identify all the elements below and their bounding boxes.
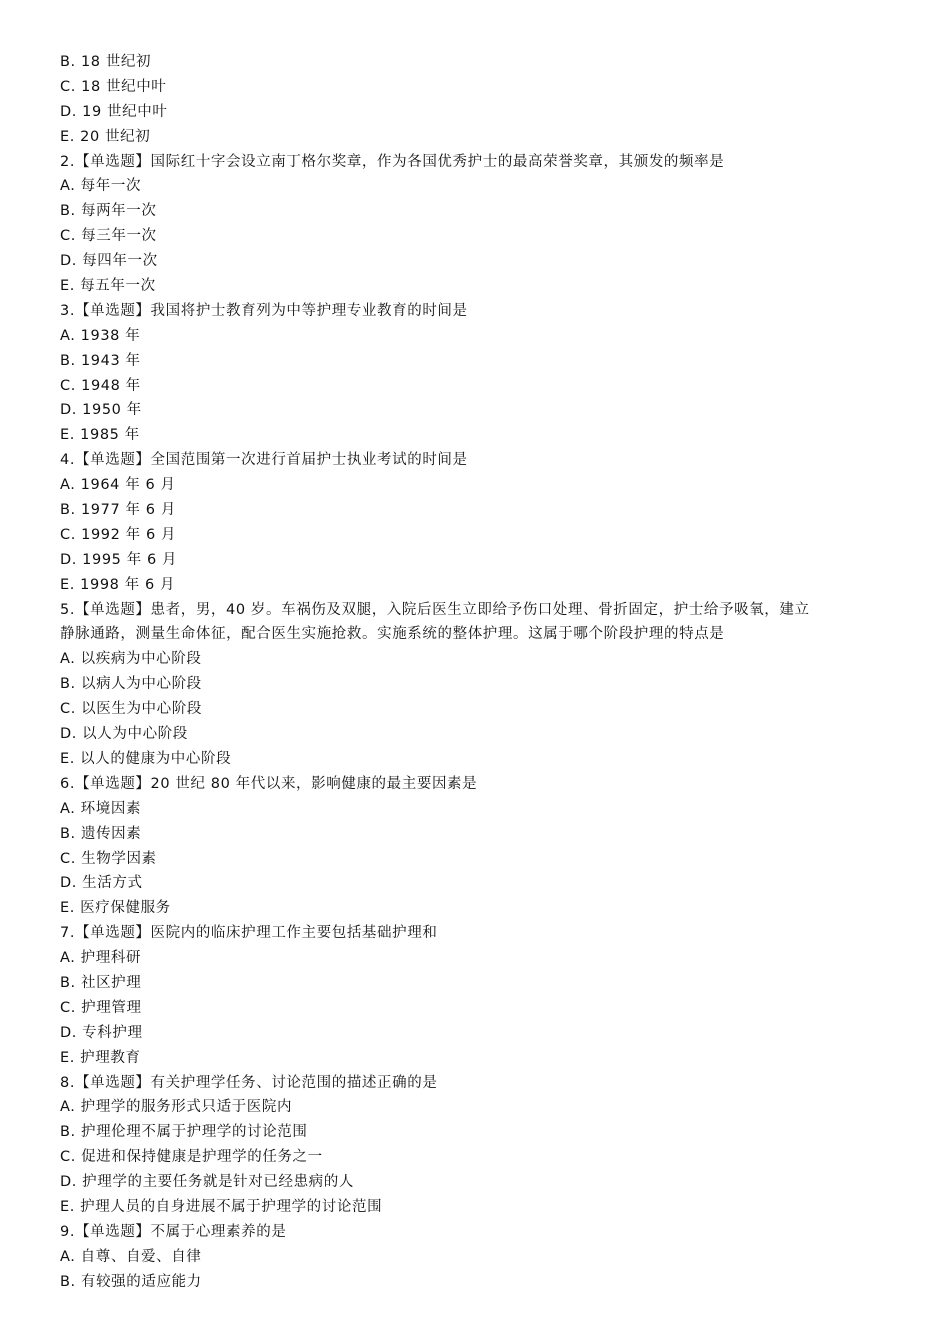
option-line: D. 以人为中心阶段 [60, 726, 188, 743]
option-line: C. 护理管理 [60, 999, 142, 1016]
option-line: D. 19 世纪中叶 [60, 103, 168, 120]
option-line: B. 18 世纪初 [60, 54, 152, 70]
question-line: 8.【单选题】有关护理学任务、讨论范围的描述正确的是 [60, 1074, 438, 1091]
question-line: 3.【单选题】我国将护士教育列为中等护理专业教育的时间是 [60, 302, 468, 319]
question-line: 6.【单选题】20 世纪 80 年代以来，影响健康的最主要因素是 [60, 775, 478, 792]
option-line: D. 1950 年 [60, 402, 142, 419]
option-line: C. 1948 年 [60, 377, 141, 394]
question-line: 9.【单选题】不属于心理素养的是 [60, 1223, 287, 1240]
option-line: B. 每两年一次 [60, 203, 157, 220]
option-line: E. 医疗保健服务 [60, 900, 171, 917]
option-line: E. 每五年一次 [60, 278, 156, 295]
question-line: 5.【单选题】患者，男，40 岁。车祸伤及双腿，入院后医生立即给予伤口处理、骨折固定，护士给予吸氧，建立 [60, 601, 810, 618]
option-line: A. 环境因素 [60, 800, 142, 817]
option-line: C. 18 世纪中叶 [60, 78, 167, 95]
option-line: C. 促进和保持健康是护理学的任务之一 [60, 1149, 323, 1166]
option-line: E. 护理教育 [60, 1049, 141, 1066]
option-line: A. 每年一次 [60, 178, 142, 195]
option-line: B. 护理伦理不属于护理学的讨论范围 [60, 1124, 308, 1141]
option-line: B. 有较强的适应能力 [60, 1273, 202, 1290]
option-line: E. 1998 年 6 月 [60, 576, 176, 593]
option-line: B. 遗传因素 [60, 825, 142, 842]
option-line: E. 20 世纪初 [60, 128, 151, 145]
question-line: 4.【单选题】全国范围第一次进行首届护士执业考试的时间是 [60, 452, 468, 469]
question-line-continued: 静脉通路，测量生命体征，配合医生实施抢救。实施系统的整体护理。这属于哪个阶段护理的特点是 [60, 626, 725, 643]
option-line: A. 自尊、自爱、自律 [60, 1248, 202, 1265]
option-line: D. 生活方式 [60, 875, 143, 892]
option-line: B. 社区护理 [60, 974, 142, 991]
option-line: C. 1992 年 6 月 [60, 526, 177, 543]
option-line: C. 每三年一次 [60, 228, 157, 245]
option-line: E. 护理人员的自身进展不属于护理学的讨论范围 [60, 1198, 383, 1215]
document-body [60, 50, 890, 1295]
question-line: 7.【单选题】医院内的临床护理工作主要包括基础护理和 [60, 925, 438, 942]
option-line: D. 每四年一次 [60, 253, 158, 270]
option-line: B. 以病人为中心阶段 [60, 676, 202, 693]
option-line: A. 以疾病为中心阶段 [60, 651, 202, 668]
option-line: B. 1943 年 [60, 352, 141, 369]
option-line: D. 1995 年 6 月 [60, 551, 178, 568]
option-line: A. 护理科研 [60, 950, 142, 967]
option-line: A. 1964 年 6 月 [60, 477, 176, 494]
question-line: 2.【单选题】国际红十字会设立南丁格尔奖章，作为各国优秀护士的最高荣誉奖章，其颁发的频率是 [60, 153, 725, 170]
option-line: C. 以医生为中心阶段 [60, 701, 202, 718]
option-line: B. 1977 年 6 月 [60, 502, 176, 519]
option-line: E. 以人的健康为中心阶段 [60, 750, 232, 767]
option-line: C. 生物学因素 [60, 850, 157, 867]
option-line: D. 护理学的主要任务就是针对已经患病的人 [60, 1174, 354, 1191]
option-line: D. 专科护理 [60, 1024, 143, 1041]
option-line: A. 护理学的服务形式只适于医院内 [60, 1099, 293, 1116]
option-line: A. 1938 年 [60, 327, 141, 344]
option-line: E. 1985 年 [60, 427, 140, 444]
